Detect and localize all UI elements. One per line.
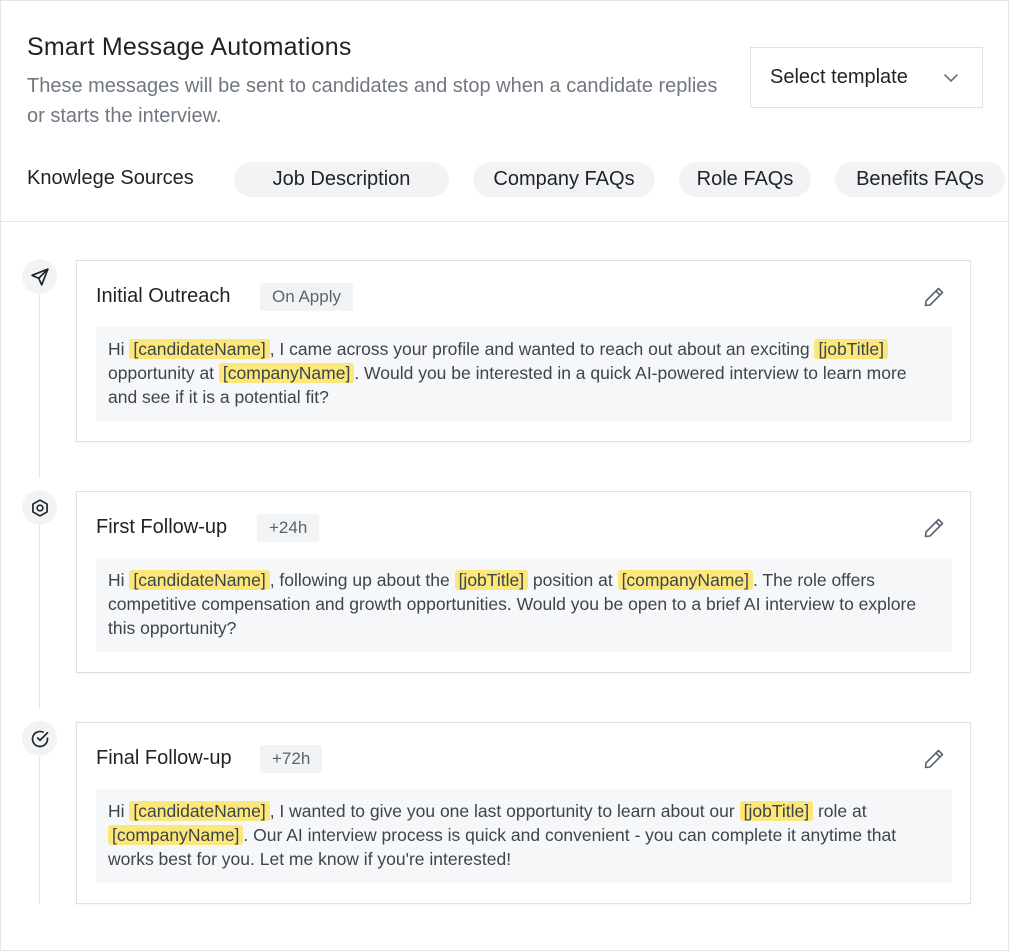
- template-variable-tag: [jobTitle]: [740, 801, 814, 821]
- message-card-initial-outreach: [76, 260, 971, 442]
- template-variable-tag: [candidateName]: [129, 339, 269, 359]
- message-text: . Our AI interview process is quick and convenient - you can complete it anytime that works best for you. Let me know if you're interested!: [108, 825, 897, 869]
- chip-role-faqs[interactable]: Role FAQs: [679, 162, 811, 197]
- timeline-node: [22, 259, 57, 294]
- message-title: Initial Outreach: [96, 285, 231, 307]
- timing-badge: On Apply: [260, 283, 353, 311]
- message-title: Final Follow-up: [96, 747, 232, 769]
- page-subtitle: These messages will be sent to candidates and stop when a candidate replies or starts the interview.: [27, 75, 718, 127]
- message-text: role at: [813, 801, 867, 821]
- template-select[interactable]: [750, 47, 983, 108]
- timing-badge: +72h: [260, 745, 322, 773]
- message-text: Hi: [108, 801, 130, 821]
- message-body: [96, 327, 952, 421]
- message-text: , I wanted to give you one last opportunity to learn about our: [269, 801, 740, 821]
- hexagon-icon: [30, 498, 50, 518]
- timeline-connector: [39, 294, 40, 478]
- timeline-connector: [39, 756, 40, 904]
- template-variable-tag: [companyName]: [108, 825, 243, 845]
- template-select-label: Select template: [770, 66, 908, 88]
- timeline-node: [22, 490, 57, 525]
- template-variable-tag: [candidateName]: [129, 801, 269, 821]
- message-text: . The role offers competitive compensation and growth opportunities. Would you be open to a brief AI interview to explore this opportunity?: [108, 570, 917, 638]
- message-text: Hi: [108, 570, 130, 590]
- message-text: Hi: [108, 339, 130, 359]
- message-text: , following up about the: [269, 570, 455, 590]
- panel-header: [1, 1, 1008, 222]
- message-body: [96, 789, 952, 883]
- template-variable-tag: [companyName]: [219, 363, 354, 383]
- page-title: Smart Message Automations: [27, 33, 352, 61]
- message-text: position at: [528, 570, 618, 590]
- timeline-connector: [39, 525, 40, 709]
- template-variable-tag: [companyName]: [618, 570, 753, 590]
- message-title: First Follow-up: [96, 516, 228, 538]
- template-variable-tag: [jobTitle]: [455, 570, 529, 590]
- edit-icon[interactable]: [922, 516, 946, 540]
- template-variable-tag: [candidateName]: [129, 570, 269, 590]
- template-variable-tag: [jobTitle]: [814, 339, 888, 359]
- chip-company-faqs[interactable]: Company FAQs: [473, 162, 655, 197]
- message-text: . Would you be interested in a quick AI-powered interview to learn more and see if it is a potential fit?: [108, 363, 907, 407]
- chip-benefits-faqs[interactable]: Benefits FAQs: [835, 162, 1005, 197]
- send-icon: [30, 267, 50, 287]
- knowledge-sources-label: Knowlege Sources: [27, 167, 194, 189]
- check-circle-icon: [30, 729, 50, 749]
- timeline-node: [22, 721, 57, 756]
- message-card-first-follow-up: [76, 491, 971, 673]
- message-body: [96, 558, 952, 652]
- timing-badge: +24h: [257, 514, 319, 542]
- chip-job-description[interactable]: Job Description: [234, 162, 449, 197]
- edit-icon[interactable]: [922, 747, 946, 771]
- message-text: , I came across your profile and wanted to reach out about an exciting: [269, 339, 815, 359]
- edit-icon[interactable]: [922, 285, 946, 309]
- message-card-final-follow-up: [76, 722, 971, 904]
- message-text: opportunity at: [108, 363, 219, 383]
- chevron-down-icon: [942, 69, 960, 87]
